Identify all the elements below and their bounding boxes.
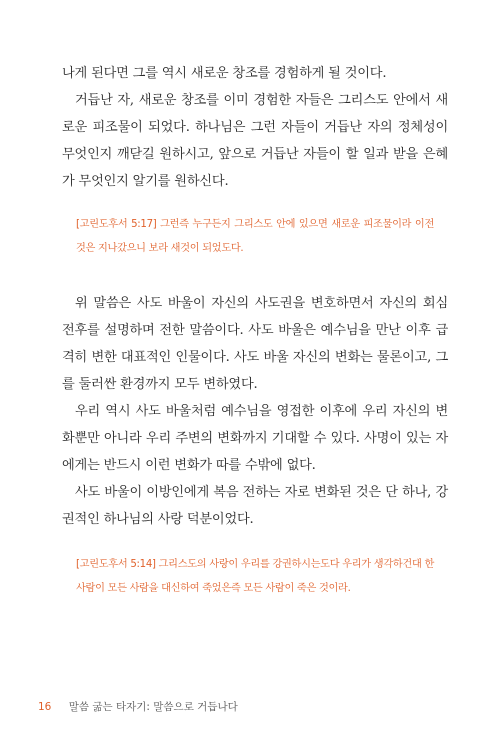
paragraph-gods-love: 사도 바울이 이방인에게 복음 전하는 자로 변화된 것은 단 하나, 강권적인 하나님의 사랑 덕분이었다.: [62, 485, 448, 527]
page-number: 16: [38, 701, 52, 713]
paragraph-continuation: 나게 된다면 그를 역시 새로운 창조를 경험하게 될 것이다.: [62, 66, 387, 81]
page-footer: [38, 699, 238, 714]
paragraph-our-change: 우리 역시 사도 바울처럼 예수님을 영접한 이후에 우리 자신의 변화뿐만 아니라 우리 주변의 변화까지 기대할 수 있다. 사명이 있는 자에게는 반드시 이런 변화가 따를 수밖에 없다.: [62, 404, 448, 473]
paragraph-reborn: 거듭난 자, 새로운 창조를 이미 경험한 자들은 그리스도 안에서 새로운 피조물이 되었다. 하나님은 그런 자들이 거듭난 자의 정체성이 무엇인지 깨닫길 원하시고, 앞으로 거듭난 자들이 할 일과 받을 은혜가 무엇인지 알기를 원하신다.: [62, 93, 448, 189]
running-title: 말씀 굶는 타자기: 말씀으로 거듭나다: [68, 701, 238, 713]
paragraph-paul-defense: 위 말씀은 사도 바울이 자신의 사도권을 변호하면서 자신의 회심 전후를 설명하며 전한 말씀이다. 사도 바울은 예수님을 만난 이후 급격히 변한 대표적인 인물이다. 사도 바울 자신의 변화는 물론이고, 그를 둘러싼 환경까지 모두 변하였다.: [62, 296, 448, 392]
scripture-quote-5-14: [고린도후서 5:14] 그리스도의 사랑이 우리를 강권하시는도다 우리가 생각하건대 한 사람이 모든 사람을 대신하여 죽었은즉 모든 사람이 죽은 것이라.: [76, 559, 434, 594]
scripture-quote-5-17: [고린도후서 5:17] 그런즉 누구든지 그리스도 안에 있으면 새로운 피조물이라 이전 것은 지나갔으니 보라 새것이 되었도다.: [76, 219, 434, 254]
body-text-top: [62, 60, 448, 195]
body-text-middle: [62, 290, 448, 533]
